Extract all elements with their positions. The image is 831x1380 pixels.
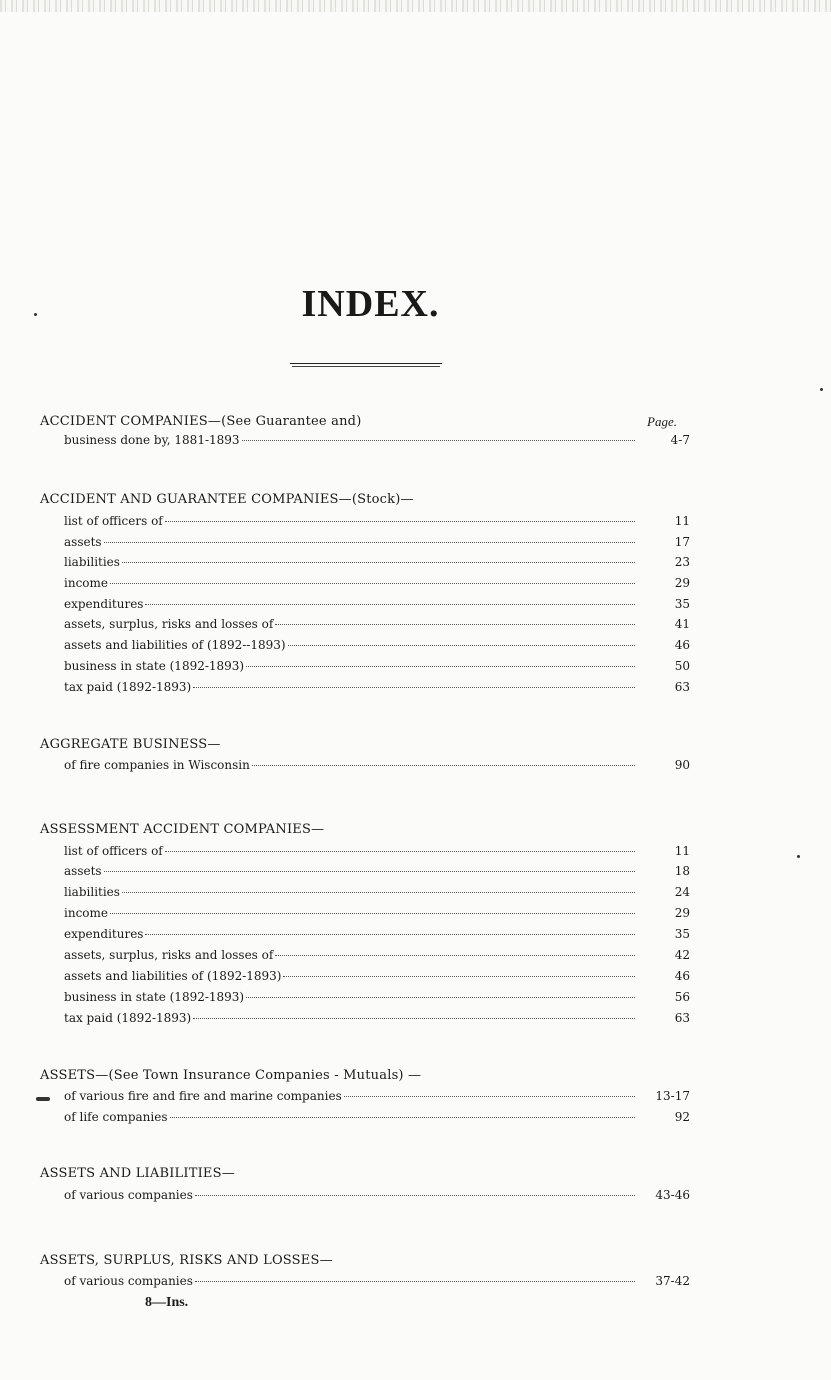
entry-page: 46 — [674, 969, 690, 983]
index-entry — [64, 659, 690, 677]
index-entry — [64, 680, 690, 698]
entry-page: 41 — [674, 617, 690, 631]
entry-label: assets — [64, 535, 102, 549]
entry-page: 42 — [674, 948, 690, 962]
entry-label: tax paid (1892-1893) — [64, 680, 192, 694]
section-heading-assets-liabilities: ASSETS AND LIABILITIES— — [40, 1166, 235, 1181]
index-entry — [64, 948, 690, 966]
section-heading-accident-guarantee: ACCIDENT AND GUARANTEE COMPANIES—(Stock)— — [40, 492, 414, 507]
signature-mark: 8—Ins. — [145, 1295, 189, 1310]
entry-label: expenditures — [64, 927, 144, 941]
entry-page: 29 — [674, 906, 690, 920]
entry-label: business in state (1892-1893) — [64, 990, 245, 1004]
dot-leader — [193, 687, 635, 688]
index-entry — [64, 638, 690, 656]
dot-leader — [170, 1117, 636, 1118]
section-heading-assets-surplus: ASSETS, SURPLUS, RISKS AND LOSSES— — [40, 1253, 333, 1268]
entry-page: 50 — [674, 659, 690, 673]
index-entry — [64, 906, 690, 924]
entry-page: 92 — [674, 1110, 690, 1124]
entry-page: 11 — [674, 844, 690, 858]
entry-label: income — [64, 906, 108, 920]
entry-page: 24 — [674, 885, 690, 899]
dot-leader — [145, 934, 635, 935]
section-heading-aggregate-business: AGGREGATE BUSINESS— — [40, 737, 221, 752]
index-entry — [64, 1188, 690, 1206]
entry-label: of various companies — [64, 1274, 193, 1288]
index-entry — [64, 576, 690, 594]
index-entry — [64, 555, 690, 573]
entry-label: of various companies — [64, 1188, 193, 1202]
entry-page: 43-46 — [655, 1188, 690, 1202]
page-column-label: Page. — [647, 414, 677, 429]
index-entry — [64, 969, 690, 987]
dot-leader — [344, 1096, 635, 1097]
entry-page: 13-17 — [655, 1089, 690, 1103]
dot-leader — [275, 955, 635, 956]
page-title: INDEX. — [301, 283, 440, 325]
entry-page: 18 — [674, 864, 690, 878]
entry-label: expenditures — [64, 597, 144, 611]
entry-page: 11 — [674, 514, 690, 528]
speck — [34, 313, 37, 316]
dot-leader — [145, 604, 635, 605]
entry-page: 17 — [674, 535, 690, 549]
dot-leader — [193, 1018, 635, 1019]
entry-label: liabilities — [64, 885, 120, 899]
entry-label: liabilities — [64, 555, 120, 569]
speck — [797, 855, 800, 858]
entry-label: income — [64, 576, 108, 590]
dot-leader — [110, 583, 635, 584]
dot-leader — [122, 892, 635, 893]
dot-leader — [165, 851, 635, 852]
index-entry — [64, 758, 690, 776]
index-entry — [64, 1110, 690, 1128]
index-entry — [64, 864, 690, 882]
section-heading-assets: ASSETS—(See Town Insurance Companies - Mutuals) — — [40, 1068, 422, 1083]
entry-page: 35 — [674, 927, 690, 941]
entry-label: assets and liabilities of (1892-1893) — [64, 969, 282, 983]
dot-leader — [246, 997, 635, 998]
entry-label: of various fire and fire and marine companies — [64, 1089, 342, 1103]
entry-page: 23 — [674, 555, 690, 569]
entry-page: 63 — [674, 680, 690, 694]
entry-label: assets and liabilities of (1892--1893) — [64, 638, 286, 652]
index-entry — [64, 433, 690, 451]
entry-page: 90 — [674, 758, 690, 772]
section-heading-accident-companies: ACCIDENT COMPANIES—(See Guarantee and) — [40, 414, 362, 429]
entry-page: 63 — [674, 1011, 690, 1025]
entry-label: business in state (1892-1893) — [64, 659, 245, 673]
index-entry — [64, 597, 690, 615]
dot-leader — [288, 645, 635, 646]
dot-leader — [275, 624, 635, 625]
entry-page: 37-42 — [655, 1274, 690, 1288]
dot-leader — [283, 976, 635, 977]
entry-label: assets, surplus, risks and losses of — [64, 948, 274, 962]
index-entry — [64, 844, 690, 862]
dot-leader — [195, 1281, 635, 1282]
entry-label: assets — [64, 864, 102, 878]
entry-label: list of officers of — [64, 844, 163, 858]
entry-page: 4-7 — [670, 433, 690, 447]
index-entry — [64, 927, 690, 945]
index-entry — [64, 617, 690, 635]
index-entry — [64, 885, 690, 903]
entry-page: 29 — [674, 576, 690, 590]
index-entry — [64, 990, 690, 1008]
dot-leader — [252, 765, 635, 766]
entry-label: of life companies — [64, 1110, 168, 1124]
dot-leader — [242, 440, 635, 441]
index-entry — [64, 1011, 690, 1029]
page-top-edge — [0, 0, 831, 12]
entry-label: assets, surplus, risks and losses of — [64, 617, 274, 631]
entry-label: list of officers of — [64, 514, 163, 528]
dot-leader — [246, 666, 635, 667]
margin-mark — [36, 1097, 50, 1101]
index-entry — [64, 1274, 690, 1292]
entry-label: tax paid (1892-1893) — [64, 1011, 192, 1025]
entry-label: business done by, 1881-1893 — [64, 433, 240, 447]
dot-leader — [104, 871, 635, 872]
index-entry — [64, 1089, 690, 1107]
dot-leader — [110, 913, 635, 914]
entry-label: of fire companies in Wisconsin — [64, 758, 250, 772]
dot-leader — [122, 562, 635, 563]
entry-page: 56 — [674, 990, 690, 1004]
dot-leader — [195, 1195, 635, 1196]
dot-leader — [165, 521, 635, 522]
entry-page: 46 — [674, 638, 690, 652]
speck — [820, 388, 823, 391]
index-entry — [64, 535, 690, 553]
section-heading-assessment-accident: ASSESSMENT ACCIDENT COMPANIES— — [40, 822, 325, 837]
title-rule — [290, 363, 442, 364]
entry-page: 35 — [674, 597, 690, 611]
dot-leader — [104, 542, 635, 543]
index-entry — [64, 514, 690, 532]
